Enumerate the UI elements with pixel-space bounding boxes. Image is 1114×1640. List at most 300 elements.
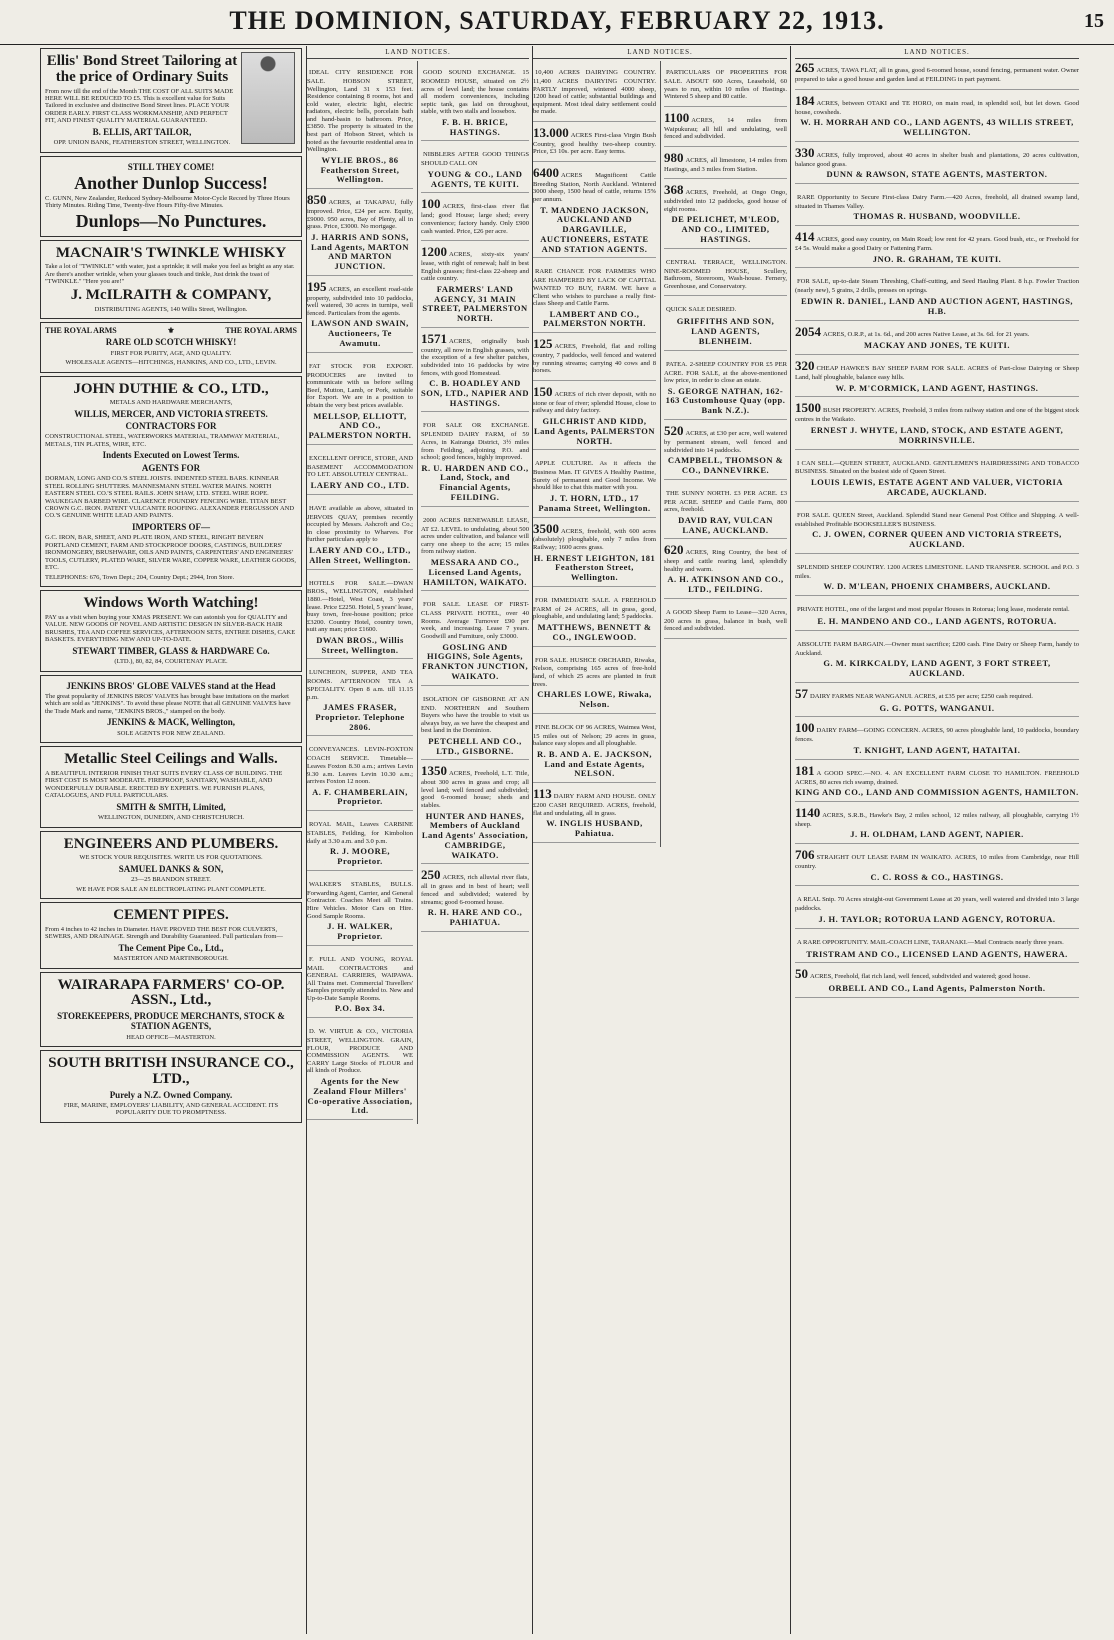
listing bbox=[307, 280, 413, 353]
listing-text: HOTELS FOR SALE.—DWAN BROS., WELLINGTON, established 1880.—Hotel, West Coast, 3 years' lease. Price £2250. Hotel, 5 years' lease, busy town, free-house position; price £3200. Country Hotel, country town, suit any man; price £1600. bbox=[307, 579, 414, 634]
listing-text: ACRES, all limestone, 14 miles from Hastings, and 3 miles from Station. bbox=[664, 156, 787, 173]
listing bbox=[795, 967, 1079, 998]
ad-title: MACNAIR'S TWINKLE WHISKY bbox=[55, 244, 287, 261]
listing-text: BUSH PROPERTY. ACRES, Freehold, 3 miles from railway station and one of the biggest stock centres in the Waikato. bbox=[795, 407, 1079, 424]
ad-advertiser: JENKINS & MACK, Wellington, bbox=[106, 717, 236, 728]
danks-engineers-ad bbox=[40, 831, 302, 900]
ad-advertiser: SMITH & SMITH, Limited, bbox=[116, 801, 226, 812]
listing-text: F. FULL AND YOUNG, ROYAL MAIL CONTRACTORS and GENERAL CARRIERS, WAIPAWA. All Trains met. Commercial Travellers' Samples promptly attended to. New and Up-to-Date Sample Rooms. bbox=[307, 955, 414, 1002]
ad-head: STILL THEY COME! bbox=[127, 161, 215, 172]
ad-title: RARE OLD SCOTCH WHISKY! bbox=[105, 337, 237, 348]
listing bbox=[795, 272, 1079, 320]
listing-agent: J. T. HORN, LTD., 17 Panama Street, Wellington. bbox=[538, 492, 651, 513]
listing-text: FOR SALE. QUEEN Street, Auckland. Splendid Stand near General Post Office and Shipping. A well-established Profitable BOOKSELLER'S BUSINESS. bbox=[795, 511, 1079, 528]
listing-text: A GOOD SPEC.—NO. 4. AN EXCELLENT FARM CLOSE TO HAMILTON. FREEHOLD ACRES, 80 acres rich swamp, drained. bbox=[795, 769, 1079, 786]
ad-tagline: Dunlops—No Punctures. bbox=[75, 210, 267, 231]
listing bbox=[421, 595, 529, 685]
listing-text: ACRES, sixty-six years' lease, with right of renewal; half in best English grasses; first-class 22-sheep and cattle country. bbox=[421, 251, 529, 283]
listing-text: HAVE available as above, situated in JERVOIS QUAY, premises recently occupied by Messrs. Ashcroft and Co.; in close proximity to Wharves. For further particulars apply to bbox=[307, 504, 414, 544]
listings-right bbox=[417, 61, 529, 1124]
listing-text: FOR SALE. LEASE OF FIRST-CLASS PRIVATE HOTEL, over 40 Rooms. Average Turnover £90 per week, and increasing. Lease 7 years. Goodwill and Furniture, only £3000. bbox=[421, 601, 529, 640]
listing bbox=[533, 718, 656, 783]
wairarapa-farmers-ad bbox=[40, 972, 302, 1048]
listing-text: ACRES, Freehold, L.T. Title, about 300 acres in grass and crop; all level land; well fenced and subdivided; good 6-roomed house; sheds and stables. bbox=[421, 770, 529, 810]
ad-advertiser: The Cement Pipe Co., Ltd., bbox=[118, 942, 224, 953]
listing-acreage: 980 bbox=[664, 149, 684, 165]
listing bbox=[664, 63, 787, 107]
listing-text: WALKER'S STABLES, BULLS. Forwarding Agent, Carrier, and General Contractor. Coaches Meet all Trains. Hire Vehicles. Motor Cars on Hire. Good Sample Rooms. bbox=[307, 880, 414, 920]
land-notices-column-2 bbox=[306, 46, 529, 1634]
listing bbox=[795, 687, 1079, 718]
masthead bbox=[0, 0, 1114, 45]
listing-agent: C. B. HOADLEY AND SON, LTD., NAPIER AND HASTINGS. bbox=[421, 378, 529, 408]
listing bbox=[533, 454, 656, 517]
listing-text: ABSOLUTE FARM BARGAIN.—Owner must sacrifice; £200 cash. Fine Dairy or Sheep Farm, handy to Auckland. bbox=[795, 640, 1079, 657]
listing bbox=[795, 933, 1079, 964]
listing-text: ACRES, rich alluvial river flats, all in grass and in best of heart; well fenced and subdivided; watered by streams; good 6-roomed house. bbox=[421, 874, 529, 906]
ad-sub: STOREKEEPERS, PRODUCE MERCHANTS, STOCK & STATION AGENTS, bbox=[57, 1011, 285, 1032]
listing-text: 2000 ACRES RENEWABLE LEASE, AT £2. LEVEL to undulating, about 500 acres under cultivation, and balance will carry one sheep to the acre; 15 miles from railway station. bbox=[421, 516, 529, 556]
ad-sub: FIRST FOR PURITY, AGE, AND QUALITY. bbox=[110, 349, 232, 357]
listing-agent: LAWSON AND SWAIN, Auctioneers, Te Awamutu. bbox=[311, 318, 409, 348]
listing-agent: H. ERNEST LEIGHTON, 181 Featherston Street, Wellington. bbox=[533, 552, 656, 583]
listing-text: A GOOD Sheep Farm to Lease—320 Acres, 200 acres in grass, balance in bush, well fenced and subdivided. bbox=[664, 608, 787, 633]
listing-text: I CAN SELL—QUEEN STREET, AUCKLAND. GENTLEMEN'S HAIRDRESSING AND TOBACCO BUSINESS. Situated on the busiest side of Queen Street. bbox=[795, 459, 1079, 476]
listing-text: SPLENDID SHEEP COUNTRY. 1200 ACRES LIMESTONE. LAND TRANSFER. SCHOOL and P.O. 3 miles. bbox=[795, 563, 1079, 580]
listing-agent: KING AND CO., LAND AND COMMISSION AGENTS, HAMILTON. bbox=[795, 787, 1079, 798]
ad-text: C. GUNN, New Zealander, Reduced Sydney-Melbourne Motor-Cycle Record by Three Hours Thirty Minutes. Riding Time, Twenty-five Hours Fifty-five Minutes. bbox=[45, 194, 290, 210]
listing-acreage: 184 bbox=[795, 92, 815, 108]
listing bbox=[664, 151, 787, 180]
listing bbox=[795, 61, 1079, 90]
listing bbox=[795, 94, 1079, 142]
listing bbox=[307, 950, 413, 1019]
listing-text: FOR SALE. HUSHCE ORCHARD, Riwaka, Nelson, comprising 165 acres of free-hold land, of which 25 acres are planted in fruit trees. bbox=[533, 656, 656, 688]
listing bbox=[307, 740, 413, 811]
ad-address: MASTERTON AND MARTINBOROUGH. bbox=[113, 955, 229, 963]
listing-agent: LAMBERT AND CO., PALMERSTON NORTH. bbox=[543, 308, 646, 329]
listing-text: PRIVATE HOTEL, one of the largest and most popular Houses in Rotorua; long lease, moderate rental. bbox=[797, 605, 1070, 613]
listing-acreage: 414 bbox=[795, 229, 815, 245]
listing bbox=[533, 787, 656, 843]
listing-acreage: 13.000 bbox=[533, 124, 569, 140]
listing-text: STRAIGHT OUT LEASE FARM IN WAIKATO. ACRES, 10 miles from Cambridge, near Hill country. bbox=[795, 854, 1079, 871]
listing-text: ACRES, Freehold, flat and rolling country, 7 paddocks, well fenced and watered by running streams; carrying 40 cows and 8 horses. bbox=[533, 343, 656, 375]
listing bbox=[421, 245, 529, 328]
listing-text: ISOLATION OF GISBORNE AT AN END. NORTHERN and Southern Buyers who have the trouble to visit us always buy, as we have the cheapest and best land in the Dominion. bbox=[421, 695, 529, 735]
listing-agent: W. P. M'CORMICK, LAND AGENT, HASTINGS. bbox=[835, 382, 1039, 393]
listing bbox=[795, 600, 1079, 631]
listing-acreage: 1140 bbox=[795, 804, 821, 820]
listing-acreage: 2054 bbox=[795, 323, 821, 339]
listing-agent: CAMPBELL, THOMSON & CO., DANNEVIRKE. bbox=[667, 455, 784, 475]
listing-agent: E. H. MANDENO AND CO., LAND AGENTS, ROTORUA. bbox=[817, 615, 1057, 626]
listing-text: CONVEYANCES. LEVIN-FOXTON COACH SERVICE. Timetable—Leaves Foxton 8.30 a.m.; arrives Levin 9.30 a.m. Leaves Levin 10.30 a.m.; arrives Foxton 12 noon. bbox=[307, 746, 414, 786]
south-british-insurance-ad bbox=[40, 1050, 302, 1123]
listing-agent: TRISTRAM AND CO., LICENSED LAND AGENTS, HAWERA. bbox=[806, 948, 1068, 959]
listing bbox=[307, 875, 413, 946]
listing-text: ACRES, at TAKAPAU, fully improved. Price, £24 per acre. Equity, £9000. 950 acres, Bay of Plenty, all in grass. Price, £3000. No mortgage. bbox=[307, 199, 414, 231]
listing bbox=[307, 357, 413, 445]
listing-acreage: 1350 bbox=[421, 763, 448, 779]
listing-text: ACRES Magnificent Cattle Breeding Station, North Auckland. Wintered 3000 sheep, 1500 head of cattle, returns 15% per annum. bbox=[533, 171, 656, 204]
ad-address: WELLINGTON, DUNEDIN, AND CHRISTCHURCH. bbox=[97, 814, 245, 822]
listing-acreage: 250 bbox=[421, 867, 441, 883]
listing-agent: JNO. R. GRAHAM, TE KUITI. bbox=[872, 253, 1002, 264]
listing-agent: G. G. POTTS, WANGANUI. bbox=[879, 702, 995, 713]
listing bbox=[533, 262, 656, 333]
ad-text: PAY us a visit when buying your XMAS PRESENT. We can astonish you for QUALITY and VALUE. NEW GOODS OF NOVEL AND ARTISTIC DESIGN IN SILVER-BACK HAIR BRUSHES, TEA AND COFFEE SERVICES, AFTERNOON SETS, ENTREE DISHES, CAKE BASKETS. EVERYTHING NEW AND UP-TO-DATE. bbox=[45, 613, 296, 644]
column-heading: LAND NOTICES. bbox=[533, 46, 787, 59]
listing-text: ACRES, between OTAKI and TE HORO, on main road, in splendid soil, but let down. Good house, cowsheds. bbox=[795, 99, 1079, 116]
ad-agents: WHOLESALE AGENTS—HITCHINGS, HANKINS, AND CO., LTD., LEVIN. bbox=[65, 359, 277, 367]
jenkins-valves-ad bbox=[40, 675, 302, 744]
listing-acreage: 1100 bbox=[664, 109, 690, 125]
listing bbox=[307, 499, 413, 570]
listing-agent: MESSARA AND CO., Licensed Land Agents, HAMILTON, WAIKATO. bbox=[423, 556, 527, 587]
listing bbox=[421, 332, 529, 413]
listing-agent: W. H. MORRAH AND CO., LAND AGENTS, 43 WILLIS STREET, WELLINGTON. bbox=[800, 117, 1074, 137]
listing-acreage: 706 bbox=[795, 847, 815, 863]
column-heading: LAND NOTICES. bbox=[795, 46, 1079, 59]
listing bbox=[421, 416, 529, 506]
listing-agent: PETCHELL AND CO., LTD., GISBORNE. bbox=[428, 735, 522, 756]
ad-indents: Indents Executed on Lowest Terms. bbox=[102, 450, 240, 461]
listing bbox=[307, 663, 413, 736]
listing-text: PATEA. 2-SHEEP COUNTRY FOR £5 PER ACRE. FOR SALE, at the above-mentioned low price, in order to close an estate. bbox=[664, 360, 787, 385]
listing-text: PARTICULARS OF PROPERTIES FOR SALE. ABOUT 600 Acres, Leasehold, 60 years to run, within 10 miles of Hastings. Wintered 5 sheep and 80 cattle. bbox=[664, 69, 787, 101]
listing-acreage: 850 bbox=[307, 192, 327, 208]
listing-text: ACRES First-class Virgin Bush Country, good healthy two-sheep country. Price, £3 10s. per acre. Easy terms. bbox=[533, 131, 656, 156]
listing-text: A REAL Snip. 70 Acres straight-out Government Lease at 20 years, well watered and divided into 3 large paddocks. bbox=[795, 896, 1079, 913]
ad-title: Windows Worth Watching! bbox=[83, 595, 259, 612]
metallic-ceilings-ad bbox=[40, 746, 302, 827]
listing-acreage: 125 bbox=[533, 336, 553, 352]
listing bbox=[795, 558, 1079, 596]
listing-agent: J. H. OLDHAM, LAND AGENT, NAPIER. bbox=[850, 829, 1024, 840]
listing-agent: A. F. CHAMBERLAIN, Proprietor. bbox=[312, 786, 408, 807]
listings-right bbox=[660, 61, 787, 847]
listing bbox=[421, 511, 529, 592]
listing bbox=[664, 300, 787, 350]
listing-text: ACRES, TAWA FLAT, all in grass, good 6-roomed house, sound fencing, permanent water. Owner prepared to take a good house and garden land at FEILDING in part payment. bbox=[795, 67, 1079, 83]
listing bbox=[421, 145, 529, 193]
ad-text: Take a lot of "TWINKLE" with water, just a sprinkle; it will make you feel as bright as any star. Are there's another wrinkle, when your glasses touch and tinkle, Just drink the toast of "TWINKLE." "Here you are!" bbox=[45, 263, 295, 286]
ad-title: ENGINEERS AND PLUMBERS. bbox=[63, 835, 279, 852]
listing-agent: J. H. WALKER, Proprietor. bbox=[327, 921, 393, 941]
listing bbox=[664, 484, 787, 540]
listing-text: FOR IMMEDIATE SALE. A FREEHOLD FARM of 24 ACRES, all in grass, good, ploughable, and undulating land; 5 paddocks. bbox=[533, 596, 656, 621]
listings-left bbox=[307, 61, 413, 1124]
ad-text: The great popularity of JENKINS BROS' VALVES has brought base imitations on the market which are sold as "JENKINS". To avoid these please NOTE that all GENUINE VALVES have the Trade Mark and name, "JENKINS BROS.," stamped on the body. bbox=[45, 692, 291, 715]
listing-acreage: 150 bbox=[533, 383, 553, 399]
listing-agent: P.O. Box 34. bbox=[334, 1003, 386, 1014]
ad-advertiser: SAMUEL DANKS & SON, bbox=[118, 863, 224, 874]
ad-left-label: THE ROYAL ARMS bbox=[45, 326, 117, 336]
royal-arms-whisky-ad bbox=[40, 322, 302, 372]
listing-text: CENTRAL TERRACE, WELLINGTON. NINE-ROOMED HOUSE, Scullery, Bathroom, Storeroom, Wash-house. Fernery, Greenhouse, and Conservatory. bbox=[664, 258, 787, 290]
macnair-whisky-ad bbox=[40, 240, 302, 319]
listing-text: DAIRY FARM AND HOUSE. ONLY £200 CASH REQUIRED. ACRES, freehold, flat and undulating, all in grass. bbox=[533, 793, 656, 817]
listing-text: QUICK SALE DESIRED. bbox=[666, 306, 737, 314]
listing-text: ACRES, O.R.P., at 1s. 6d., and 200 acres Native Lease, at 3s. 6d. for 21 years. bbox=[823, 330, 1030, 338]
listing-acreage: 520 bbox=[664, 423, 684, 439]
listing bbox=[533, 591, 656, 647]
listing-agent: LAERY AND CO., LTD. bbox=[310, 479, 410, 490]
listing-text: FOR SALE OR EXCHANGE. SPLENDID DAIRY FARM, of 59 Acres, in Kairanga District, 3½ miles from Feilding, adjoining P.O. and school; good fences, highly improved. bbox=[421, 422, 529, 462]
ad-text: WE STOCK YOUR REQUISITES. WRITE US FOR QUOTATIONS. bbox=[79, 854, 263, 862]
listing-text: ROYAL MAIL, Leaves CARBINE STABLES, Feilding, for Kimbolton daily at 3.30 a.m. and 3.0 p.m. bbox=[307, 821, 414, 845]
listing-agent: ERNEST J. WHYTE, LAND, STOCK, AND ESTATE AGENT, MORRINSVILLE. bbox=[810, 425, 1064, 445]
listing bbox=[795, 401, 1079, 449]
listing bbox=[795, 359, 1079, 397]
ad-contract-items: CONSTRUCTIONAL STEEL, WATERWORKS MATERIAL, TRAMWAY MATERIAL, METALS, TIN PLATES, WIRE, ETC. bbox=[45, 433, 280, 448]
listing-text: D. W. VIRTUE & CO., VICTORIA STREET, WELLINGTON. GRAIN, FLOUR, PRODUCE AND COMMISSION AGENTS. WE CARRY Large Stocks of FLOUR and all kinds of Produce. bbox=[307, 1028, 414, 1075]
listing bbox=[533, 166, 656, 259]
listing-text: LUNCHEON, SUPPER, AND TEA ROOMS. AFTERNOON TEA A SPECIALITY. Open 8 a.m. till 11.15 p.m. bbox=[307, 669, 414, 701]
listing-text: ACRES, S.R.B., Hawke's Bay, 2 miles school, 12 miles railway, all ploughable, carrying 1½ sheep. bbox=[795, 811, 1079, 828]
listing-acreage: 195 bbox=[307, 278, 327, 294]
ad-right-label: THE ROYAL ARMS bbox=[225, 326, 297, 336]
ad-sub: Purely a N.Z. Owned Company. bbox=[109, 1089, 233, 1100]
listing-agent: R. H. HARE AND CO., PAHIATUA. bbox=[427, 907, 523, 927]
ad-title: Another Dunlop Success! bbox=[74, 173, 268, 193]
ad-sub: WE HAVE FOR SALE AN ELECTROPLATING PLANT COMPLETE. bbox=[76, 885, 266, 893]
listing-agent: GILCHRIST AND KIDD, Land Agents, PALMERSTON NORTH. bbox=[534, 416, 655, 446]
listing-agent: GOSLING AND HIGGINS, Sole Agents, FRANKTON JUNCTION, WAIKATO. bbox=[421, 641, 529, 681]
ad-address: DISTRIBUTING AGENTS, 140 Willis Street, Wellington. bbox=[94, 305, 248, 313]
listing-acreage: 265 bbox=[795, 60, 815, 76]
listing bbox=[795, 188, 1079, 226]
ad-title: CEMENT PIPES. bbox=[113, 907, 229, 923]
listing-agent: WYLIE BROS., 86 Featherston Street, Wellington. bbox=[320, 154, 400, 185]
ad-importer-list: G.C. IRON, BAR, SHEET, AND PLATE IRON, AND STEEL, RINGHT BEVERN PORTLAND CEMENT, FARM AND STOCKPROOF DOORS, CASTINGS, BUILDERS' IRONMONGERY, BRUSHWARE, OILS AND PAINTS, CARPENTERS' AND ENGINEERS' TOOLS, CUTLERY, PLATED WARE, SILVER WARE, COPPER WARE, LEATHER GOODS, ETC. bbox=[45, 534, 297, 572]
listing-agent: DAVID RAY, VULCAN LANE, AUCKLAND. bbox=[678, 514, 773, 535]
listing-text: FINE BLOCK OF 96 ACRES, Waimea West, 15 miles out of Nelson; 29 acres in grass, balance easy slopes and all ploughable. bbox=[533, 723, 656, 748]
listing-agent: J. HARRIS AND SONS, Land Agents, MARTON AND MARTON JUNCTION. bbox=[310, 231, 410, 272]
listing bbox=[533, 522, 656, 587]
ad-advertiser: J. McILRAITH & COMPANY, bbox=[70, 286, 272, 303]
listing-agent: YOUNG & CO., LAND AGENTS, TE KUITI. bbox=[427, 168, 523, 189]
listing-agent: EDWIN R. DANIEL, LAND AND AUCTION AGENT, HASTINGS, H.B. bbox=[800, 295, 1074, 316]
column-heading: LAND NOTICES. bbox=[307, 46, 529, 59]
listing bbox=[533, 337, 656, 381]
listing-acreage: 50 bbox=[795, 966, 808, 982]
newspaper-title: THE DOMINION, SATURDAY, FEBRUARY 22, 1913. bbox=[229, 6, 885, 35]
listing bbox=[664, 355, 787, 420]
listing bbox=[795, 890, 1079, 928]
listing-text: ACRES, fully improved, about 40 acres in shelter bush and plantations, 20 acres cultivation, balance good grass. bbox=[795, 151, 1079, 168]
listing-text: ACRES, freehold, with 600 acres (absolutely) ploughable, only 7 miles from Railway; 1600 acres grass. bbox=[533, 527, 656, 552]
ad-agent-list: DORMAN, LONG AND CO.'S STEEL JOISTS. INDENTED STEEL BARS. KINNEAR STEEL ROLLING SHUTTERS. MANNESMANN STEEL WATER MAINS. NORTH EASTERN STEEL CO.'S STEEL RAILS. JOHN SHAW, LTD. STEEL WIRE ROPE. WAUKEGAN BARBED WIRE. CLARENCE FOUNDRY FENCING WIRE. TITAN BEST CROWN G.C. IRON. PATENT VULCANITE ROOFING. ALEXANDER FERGUSSON AND CO.'S GENUINE WHITE LEAD AND PAINTS. bbox=[45, 475, 295, 520]
listing bbox=[533, 63, 656, 122]
ellis-tailoring-ad bbox=[40, 48, 302, 153]
ad-text: FIRE, MARINE, EMPLOYERS' LIABILITY, AND GENERAL ACCIDENT. ITS POPULARITY DUE TO PROMPTNESS. bbox=[63, 1102, 279, 1117]
ad-title: Metallic Steel Ceilings and Walls. bbox=[64, 751, 278, 768]
listing-agent: R. B. AND A. E. JACKSON, Land and Estate Agents, NELSON. bbox=[537, 748, 652, 779]
listing-text: RARE Opportunity to Secure First-class Dairy Farm.—420 Acres, freehold, all drained swamp land, situated in Thames Valley. bbox=[795, 193, 1079, 210]
listing bbox=[664, 253, 787, 297]
ad-advertiser: STEWART TIMBER, GLASS & HARDWARE Co. bbox=[72, 645, 270, 656]
ad-address: 23—25 BRANDON STREET. bbox=[131, 876, 211, 884]
ad-title: JENKINS BROS' GLOBE VALVES stand at the Head bbox=[66, 680, 276, 691]
listing bbox=[664, 424, 787, 480]
listing-text: ACRES, Freehold, at Ongo Ongo, subdivided into 12 paddocks, good house of eight rooms. bbox=[664, 189, 787, 213]
listing bbox=[664, 603, 787, 639]
listing-agent: CHARLES LOWE, Riwaka, Nelson. bbox=[537, 689, 652, 709]
listing-acreage: 100 bbox=[795, 720, 815, 736]
ad-importers-label: IMPORTERS OF— bbox=[132, 521, 210, 532]
listing-agent: W. INGLIS HUSBAND, Pahiatua. bbox=[546, 818, 643, 838]
listing-agent: FARMERS' LAND AGENCY, 31 MAIN STREET, PALMERSTON NORTH. bbox=[422, 283, 528, 324]
listing bbox=[307, 574, 413, 660]
listing-agent: GRIFFITHS AND SON, LAND AGENTS, BLENHEIM. bbox=[676, 316, 775, 346]
listing-acreage: 1500 bbox=[795, 400, 821, 416]
listing bbox=[421, 63, 529, 141]
listing bbox=[664, 111, 787, 147]
ad-agents-label: AGENTS FOR bbox=[141, 462, 201, 473]
listing-text: RARE CHANCE FOR FARMERS WHO ARE HAMPERED BY LACK OF CAPITAL WANTED TO BUY, FARM. WE have a Client who wishes to purchase a really first-class Sheep and Cattle Farm. bbox=[533, 268, 656, 308]
ad-streets: WILLIS, MERCER, AND VICTORIA STREETS. bbox=[74, 408, 268, 419]
ad-advertiser: JOHN DUTHIE & CO., LTD., bbox=[73, 380, 269, 397]
listing bbox=[795, 454, 1079, 502]
listing bbox=[421, 868, 529, 931]
listing-acreage: 113 bbox=[533, 786, 552, 802]
listing-text: GOOD SOUND EXCHANGE. 15 ROOMED HOUSE, situated on 2½ acres of level land; the house contains all modern conveniences, including septic tank, gas laid on throughout, stable, with two stalls and loosebox. bbox=[421, 69, 529, 116]
listing bbox=[795, 325, 1079, 356]
listing-text: FAT STOCK FOR EXPORT. PRODUCERS are invited to communicate with us before selling Beef, Mutton, Lamb, or Pork, suitable for Export. We are in a position to obtain the very best prices available. bbox=[307, 362, 414, 410]
listing-agent: T. MANDENO JACKSON, AUCKLAND AND DARGAVILLE, AUCTIONEERS, ESTATE AND STATION AGENTS. bbox=[540, 204, 649, 254]
listing-acreage: 368 bbox=[664, 182, 684, 198]
listing-acreage: 3500 bbox=[533, 520, 559, 536]
listing bbox=[664, 543, 787, 599]
ad-sub: METALS AND HARDWARE MERCHANTS, bbox=[109, 399, 233, 407]
listing-text: DAIRY FARM—GOING CONCERN. ACRES, 90 acres ploughable land, 10 paddocks, boundary fences. bbox=[795, 727, 1079, 744]
listing-agent: DUNN & RAWSON, STATE AGENTS, MASTERTON. bbox=[826, 169, 1048, 180]
listing-text: 10,400 ACRES DAIRYING COUNTRY. 11,400 ACRES DAIRYING COUNTRY. PARTLY improved, wintered 4000 sheep, 1200 head of cattle; substantial buildings and equipment. Most ideal dairy settlement could be made. bbox=[533, 69, 656, 116]
listing bbox=[795, 230, 1079, 268]
listing-text: CHEAP HAWKE'S BAY SHEEP FARM FOR SALE. ACRES of Part-close Dairying or Sheep Land, half ploughable, balance easy hills. bbox=[795, 365, 1079, 382]
listing bbox=[795, 764, 1079, 802]
listing bbox=[421, 197, 529, 241]
listing-agent: JAMES FRASER, Proprietor. Telephone 2806. bbox=[315, 702, 405, 732]
advert-column bbox=[40, 46, 302, 1634]
listing-agent: LAERY AND CO., LTD., Allen Street, Wellington. bbox=[309, 545, 411, 565]
listing-acreage: 181 bbox=[795, 762, 815, 778]
listing-agent: T. KNIGHT, LAND AGENT, HATAITAI. bbox=[853, 744, 1021, 755]
listing-text: ACRES of rich river deposit, with no stone or fear of river; splendid House, close to railway and dairy factory. bbox=[533, 390, 656, 415]
listing-agent: DWAN BROS., Willis Street, Wellington. bbox=[316, 634, 404, 655]
listing-acreage: 57 bbox=[795, 685, 808, 701]
listing-text: FOR SALE, up-to-date Steam Threshing, Chaff-cutting, and Seed Hauling Plant. 8 h.p. Fowler Traction (nearly new), 5 grains, 2 drills, presses on springs. bbox=[795, 278, 1079, 295]
listing bbox=[795, 806, 1079, 844]
listing bbox=[795, 848, 1079, 886]
listing-agent: LOUIS LEWIS, ESTATE AGENT AND VALUER, VICTORIA ARCADE, AUCKLAND. bbox=[811, 477, 1063, 497]
listing-agent: J. H. TAYLOR; ROTORUA LAND AGENCY, ROTORUA. bbox=[818, 914, 1056, 924]
listing-agent: F. B. H. BRICE, HASTINGS. bbox=[442, 116, 508, 137]
ad-text: A BEAUTIFUL INTERIOR FINISH THAT SUITS EVERY CLASS OF BUILDING. THE FIRST COST IS MOST MODERATE. FIREPROOF, SANITARY, WASHABLE, AND WONDERFULLY DURABLE. ERECTED BY EXPERTS. WE FURNISH PLANS, CATALOGUES, AND FULL PARTICULARS. bbox=[45, 769, 283, 800]
listing-agent: G. M. KIRKCALDY, LAND AGENT, 3 FORT STREET, AUCKLAND. bbox=[823, 658, 1051, 678]
ad-address: (LTD.), 80, 82, 84, COURTENAY PLACE. bbox=[114, 658, 228, 666]
listing-agent: W. D. M'LEAN, PHOENIX CHAMBERS, AUCKLAND. bbox=[823, 581, 1051, 592]
listing-agent: HUNTER AND HANES, Members of Auckland Land Agents' Association, CAMBRIDGE, WAIKATO. bbox=[421, 810, 529, 860]
listing bbox=[307, 815, 413, 871]
listing-agent: C. C. ROSS & CO., HASTINGS. bbox=[870, 871, 1004, 882]
listing bbox=[421, 764, 529, 864]
listing-agent: MELLSOP, ELLIOTT, AND CO., PALMERSTON NORTH. bbox=[308, 410, 412, 441]
dunlop-ad bbox=[40, 156, 302, 237]
listing bbox=[795, 146, 1079, 184]
listing-text: THE SUNNY NORTH. £3 PER ACRE. £3 PER ACRE. SHEEP and Cattle Farm, 800 acres, freehold. bbox=[664, 489, 787, 514]
listing-text: ACRES, 14 miles from Waipukurau; all hill and undulating, well fenced and subdivided. bbox=[664, 116, 787, 141]
listing-agent: Agents for the New Zealand Flour Millers' Co-operative Association, Ltd. bbox=[307, 1076, 413, 1116]
ad-office: HEAD OFFICE—MASTERTON. bbox=[126, 1033, 216, 1041]
john-duthie-ad bbox=[40, 376, 302, 588]
ad-telephones: TELEPHONES: 676, Town Dept.; 204, Country Dept.; 2944, Iron Store. bbox=[45, 573, 235, 581]
stewart-hardware-ad bbox=[40, 590, 302, 671]
ad-text: From now till the end of the Month THE COST OF ALL SUITS MADE HERE WILL BE REDUCED TO £5. This is excellent value for Suits Tailored in exclusive and distinctive Bond Street lines. PLACE YOUR ORDER EARLY. FIRST CLASS WORKMANSHIP, AND PERFECT FIT, AND FINEST QUALITY MATERIAL GUARANTEED. bbox=[45, 87, 234, 125]
listing bbox=[307, 193, 413, 276]
listing bbox=[795, 506, 1079, 554]
listing-text: DAIRY FARMS NEAR WANGANUI. ACRES, at £35 per acre; £250 cash required. bbox=[810, 692, 1033, 700]
page-number: 15 bbox=[1084, 10, 1104, 32]
listing-text: EXCELLENT OFFICE, STORE, AND BASEMENT ACCOMMODATION TO LET. ABSOLUTELY CENTRAL. bbox=[307, 454, 414, 479]
listing-agent: DE PELICHET, M'LEOD, AND CO., LIMITED, HASTINGS. bbox=[671, 214, 780, 244]
land-notices-column-4 bbox=[790, 46, 1079, 1634]
ad-sub: SOLE AGENTS FOR NEW ZEALAND. bbox=[117, 729, 225, 737]
land-notices-column-3 bbox=[532, 46, 787, 1634]
listing-acreage: 620 bbox=[664, 542, 684, 558]
listing-agent: R. U. HARDEN AND CO., Land, Stock, and Financial Agents, FEILDING. bbox=[421, 462, 529, 502]
listing-agent: R. J. MOORE, Proprietor. bbox=[329, 846, 391, 867]
listing-acreage: 320 bbox=[795, 358, 815, 374]
listing-text: ACRES, originally bush country, all now in English grasses, with the exception of a few shelter patches, subdivided into 16 paddocks by wire fences, with good Homestead. bbox=[421, 337, 529, 377]
listing-agent: ORBELL AND CO., Land Agents, Palmerston North. bbox=[828, 983, 1046, 994]
listing-text: IDEAL CITY RESIDENCE FOR SALE. HOBSON STREET, Wellington, Land 31 x 153 feet. Residence containing 8 rooms, hot and cold water, electric light, electric radiators, electric bells, porcelain bath and hand-basin to bathroom. Price, £3850. The property is situated in the best part of Hobson Street, which is noted as the favourite residential area in Wellington. bbox=[307, 69, 414, 154]
listing bbox=[533, 126, 656, 162]
ad-contractors: CONTRACTORS FOR bbox=[125, 421, 217, 432]
listing-agent: MATTHEWS, BENNETT & CO., INGLEWOOD. bbox=[537, 622, 652, 642]
ad-title: Ellis' Bond Street Tailoring at the price of Ordinary Suits bbox=[46, 53, 238, 85]
listing bbox=[795, 721, 1079, 759]
listing bbox=[307, 449, 413, 495]
ad-text: From 4 inches to 42 inches in Diameter. HAVE PROVED THE BEST FOR CULVERTS, SEWERS, AND DRAINAGE. Strength and Durability Guaranteed. Full particulars from— bbox=[45, 925, 283, 941]
listing-agent: C. J. OWEN, CORNER QUEEN AND VICTORIA STREETS, AUCKLAND. bbox=[812, 529, 1062, 549]
ad-title: SOUTH BRITISH INSURANCE CO., LTD., bbox=[48, 1055, 294, 1087]
listing bbox=[533, 385, 656, 450]
listing-text: ACRES, first-class river flat land; good House; large shed; every convenience; factory handy. Only £900 cash wanted. Price, £26 per acre. bbox=[421, 203, 529, 235]
listing-acreage: 1571 bbox=[421, 330, 448, 346]
crest-icon: ⚜ bbox=[167, 326, 175, 336]
listing-acreage: 1200 bbox=[421, 244, 448, 260]
listing-acreage: 100 bbox=[421, 196, 441, 212]
listing bbox=[421, 690, 529, 761]
ad-address: OPP. UNION BANK, FEATHERSTON STREET, WELLINGTON. bbox=[53, 139, 231, 147]
listings-left bbox=[533, 61, 656, 847]
listing bbox=[307, 63, 413, 189]
listing-acreage: 330 bbox=[795, 144, 815, 160]
listing bbox=[664, 183, 787, 248]
listing-agent: MACKAY AND JONES, TE KUITI. bbox=[864, 340, 1010, 351]
listing bbox=[533, 651, 656, 714]
listing-acreage: 6400 bbox=[533, 164, 559, 180]
listing-text: ACRES, Ring Country, the best of sheep and cattle rearing land, splendidly healthy and warm. bbox=[664, 549, 787, 573]
listing-agent: A. H. ATKINSON AND CO., LTD., FEILDING. bbox=[667, 574, 784, 595]
listing-text: ACRES, an excellent road-side property, subdivided into 10 paddocks, well watered, 30 acres in turnips, well fenced. Particulars from the agents. bbox=[307, 285, 414, 317]
listing-agent: THOMAS R. HUSBAND, WOODVILLE. bbox=[853, 211, 1021, 222]
listing bbox=[307, 1022, 413, 1120]
ad-title: WAIRARAPA FARMERS' CO-OP. ASSN., Ltd., bbox=[57, 976, 285, 1009]
